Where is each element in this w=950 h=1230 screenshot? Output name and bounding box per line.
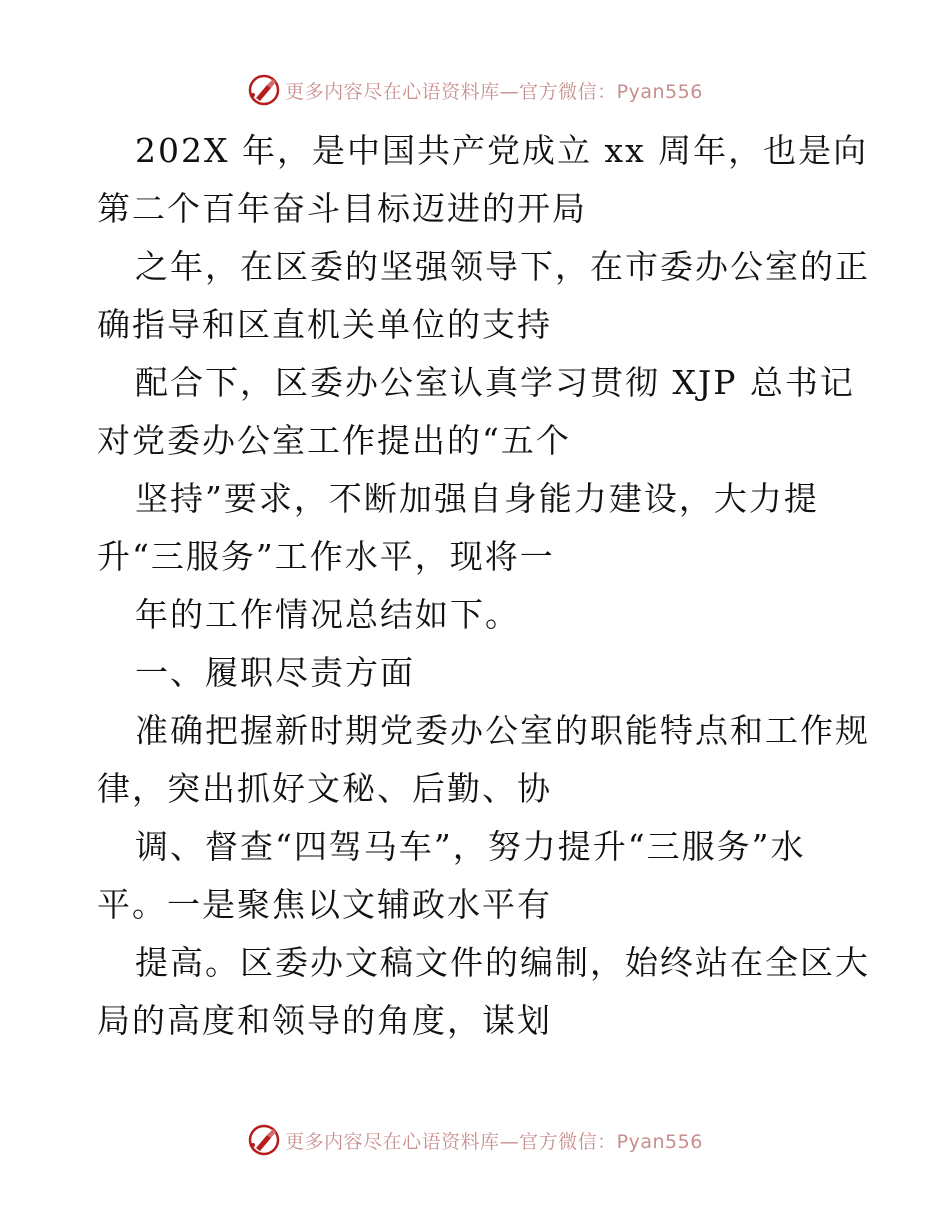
text-line: 局的高度和领导的角度，谋划 (97, 1001, 552, 1040)
pen-logo-icon (247, 73, 281, 107)
text-line: 平。一是聚焦以文辅政水平有 (97, 885, 552, 924)
text-line: 202X 年，是中国共产党成立 xx 周年，也是向 (135, 131, 869, 170)
section-heading: 一、履职尽责方面 (135, 653, 415, 692)
text-line: 之年，在区委的坚强领导下，在市委办公室的正 (135, 247, 870, 286)
pen-logo-icon (247, 1123, 281, 1157)
text-line: 坚持”要求，不断加强自身能力建设，大力提 (135, 479, 819, 518)
watermark-text: 更多内容尽在心语资料库—官方微信：Pyan556 (285, 1130, 703, 1153)
text-line: 律，突出抓好文秘、后勤、协 (97, 769, 552, 808)
text-line: 第二个百年奋斗目标迈进的开局 (97, 189, 587, 228)
text-line: 升“三服务”工作水平，现将一 (97, 537, 555, 576)
text-line: 准确把握新时期党委办公室的职能特点和工作规 (135, 711, 870, 750)
footer-watermark (0, 1120, 950, 1160)
text-line: 提高。区委办文稿文件的编制，始终站在全区大 (135, 943, 870, 982)
text-line: 确指导和区直机关单位的支持 (97, 305, 552, 344)
watermark-text: 更多内容尽在心语资料库—官方微信：Pyan556 (285, 80, 703, 103)
header-watermark (0, 70, 950, 110)
document-body (97, 122, 877, 1050)
text-line: 配合下，区委办公室认真学习贯彻 XJP 总书记 (135, 363, 855, 402)
text-line: 对党委办公室工作提出的“五个 (97, 421, 571, 460)
text-line: 年的工作情况总结如下。 (135, 595, 520, 634)
text-line: 调、督查“四驾马车”，努力提升“三服务”水 (135, 827, 806, 866)
